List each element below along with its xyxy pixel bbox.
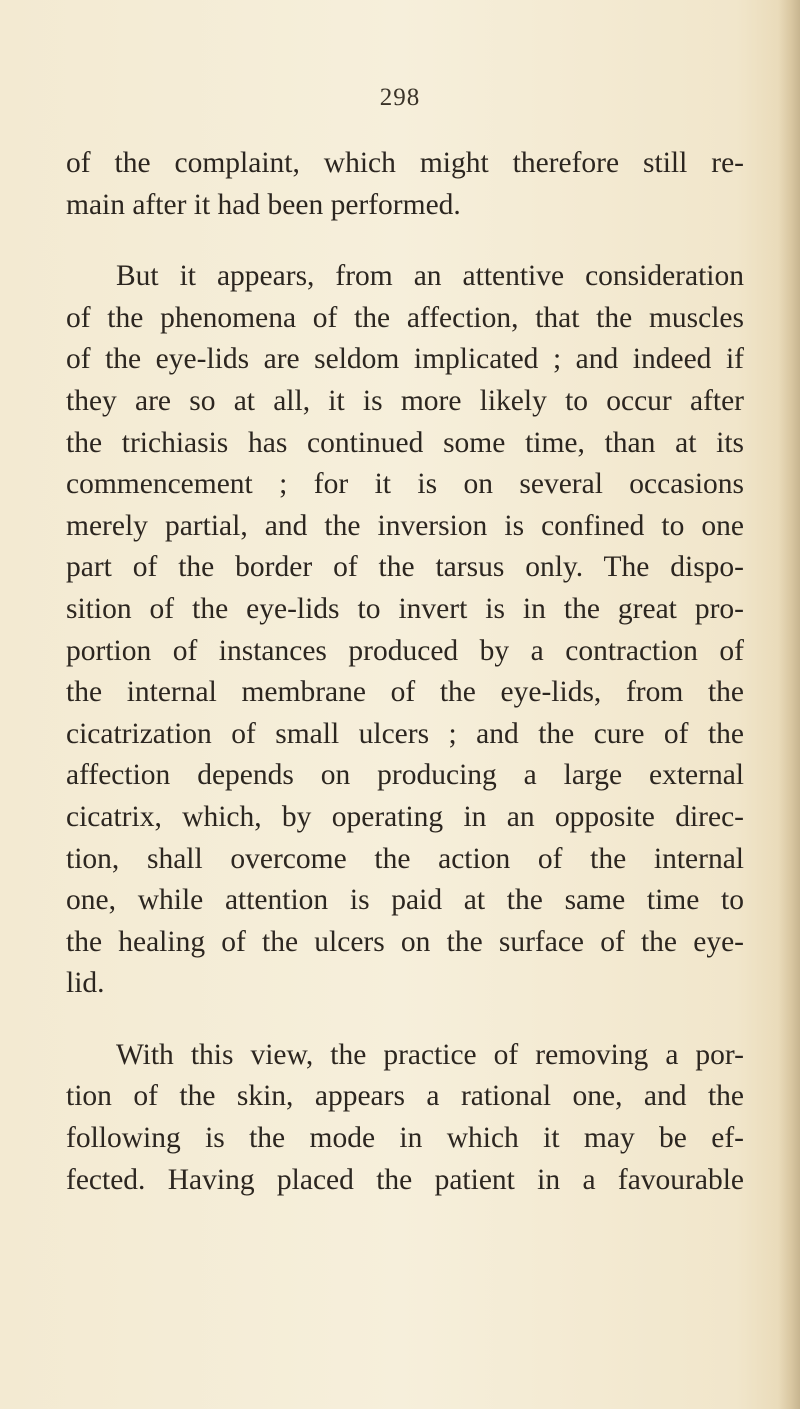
text-line: cicatrix, which, by operating in an opposite direc- <box>66 800 744 833</box>
text-line: commencement ; for it is on several occasions <box>66 468 744 501</box>
text-line: part of the border of the tarsus only. The dispo- <box>66 551 744 584</box>
page-number: 298 <box>379 84 421 111</box>
text-line: the internal membrane of the eye-lids, from the <box>66 676 744 709</box>
text-line: fected. Having placed the patient in a favourable <box>66 1163 744 1196</box>
text-line: one, while attention is paid at the same time to <box>66 884 744 917</box>
text-line: sition of the eye-lids to invert is in the great pro- <box>66 592 744 625</box>
text-line: the trichiasis has continued some time, than at its <box>66 426 744 459</box>
text-line: main after it had been performed. <box>66 188 461 221</box>
text-line: they are so at all, it is more likely to occur after <box>66 384 744 417</box>
text-line: of the eye-lids are seldom implicated ; and indeed if <box>66 343 744 376</box>
text-line: tion, shall overcome the action of the internal <box>66 842 744 875</box>
paragraph-1 <box>66 143 744 226</box>
text-line: of the phenomena of the affection, that the muscles <box>66 301 744 334</box>
text-line: the healing of the ulcers on the surface of the eye- <box>66 925 744 958</box>
page-edge-shadow <box>778 0 800 1409</box>
text-line: affection depends on producing a large external <box>66 759 744 792</box>
text-line: With this view, the practice of removing a por- <box>116 1038 744 1071</box>
text-line: lid. <box>66 967 105 1000</box>
paragraph-2 <box>66 256 744 1005</box>
text-line: portion of instances produced by a contraction of <box>66 634 744 667</box>
text-line: merely partial, and the inversion is confined to one <box>66 509 744 542</box>
text-line: cicatrization of small ulcers ; and the cure of the <box>66 717 744 750</box>
text-line: following is the mode in which it may be ef- <box>66 1122 744 1155</box>
text-line: But it appears, from an attentive consideration <box>116 260 744 293</box>
paragraph-3 <box>66 1035 744 1201</box>
text-line: of the complaint, which might therefore still re- <box>66 147 744 179</box>
text-line: tion of the skin, appears a rational one, and the <box>66 1080 744 1113</box>
body-text <box>66 143 744 1201</box>
